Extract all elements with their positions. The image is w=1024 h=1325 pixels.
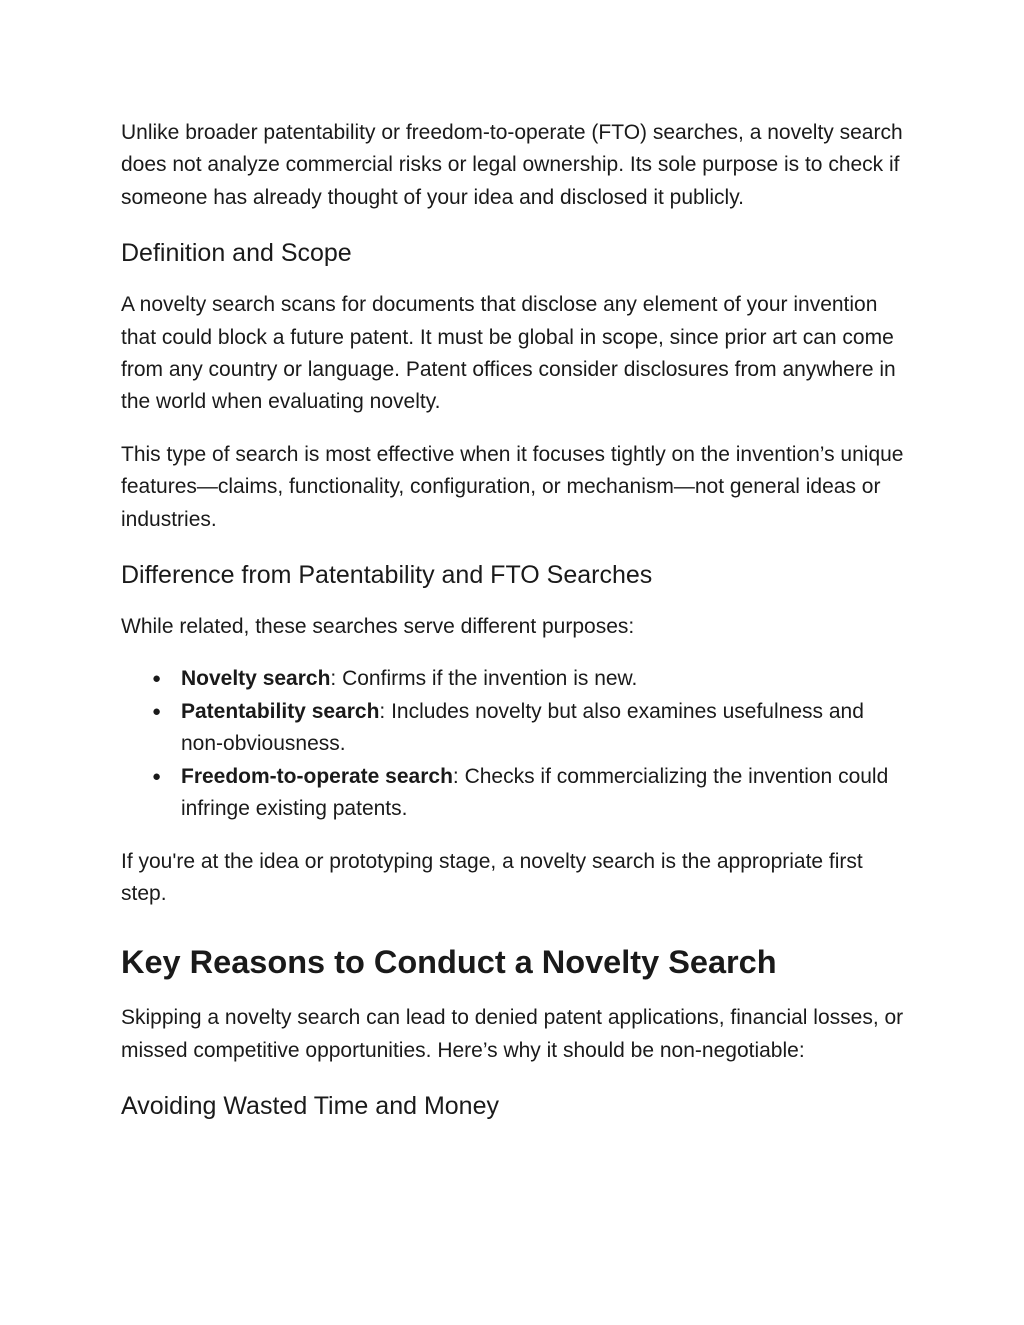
difference-heading: Difference from Patentability and FTO Searches (121, 561, 653, 590)
list-item-term: Patentability search (181, 699, 380, 723)
definition-paragraph-2: This type of search is most effective when it focuses tightly on the invention’s unique features—claims, functionality, configuration, or mechanism—not general ideas or industries. (121, 442, 904, 531)
list-item-patentability (121, 696, 911, 761)
key-reasons-paragraph: Skipping a novelty search can lead to denied patent applications, financial losses, or missed competitive opportunities. Here’s why it should be non-negotiable: (121, 1006, 904, 1062)
list-item-term: Novelty search (181, 667, 331, 691)
search-types-list (121, 663, 911, 825)
list-item-desc: : Includes novelty but also examines usefulness and non-obviousness. (181, 699, 864, 756)
list-item-term: Freedom-to-operate search (181, 764, 453, 788)
difference-closing: If you're at the idea or prototyping stage, a novelty search is the appropriate first step. (121, 849, 863, 905)
intro-paragraph: Unlike broader patentability or freedom-to-operate (FTO) searches, a novelty search does not analyze commercial risks or legal ownership. Its sole purpose is to check if someone has already thought of your idea and disclosed it publicly. (121, 121, 903, 209)
list-item-desc: : Confirms if the invention is new. (330, 667, 638, 691)
avoiding-waste-heading: Avoiding Wasted Time and Money (121, 1092, 499, 1121)
definition-paragraph-1: A novelty search scans for documents that disclose any element of your invention that could block a future patent. It must be global in scope, since prior art can come from any country or language. Patent offices consider disclosures from anywhere in the world when evaluating novelty. (121, 293, 896, 414)
list-item-desc: : Checks if commercializing the invention could infringe existing patents. (181, 764, 889, 821)
difference-lead: While related, these searches serve different purposes: (121, 615, 635, 639)
document-page (121, 117, 911, 1122)
list-item-novelty (121, 663, 911, 695)
key-reasons-heading: Key Reasons to Conduct a Novelty Search (121, 944, 777, 981)
list-item-fto (121, 761, 911, 826)
definition-heading: Definition and Scope (121, 239, 352, 268)
